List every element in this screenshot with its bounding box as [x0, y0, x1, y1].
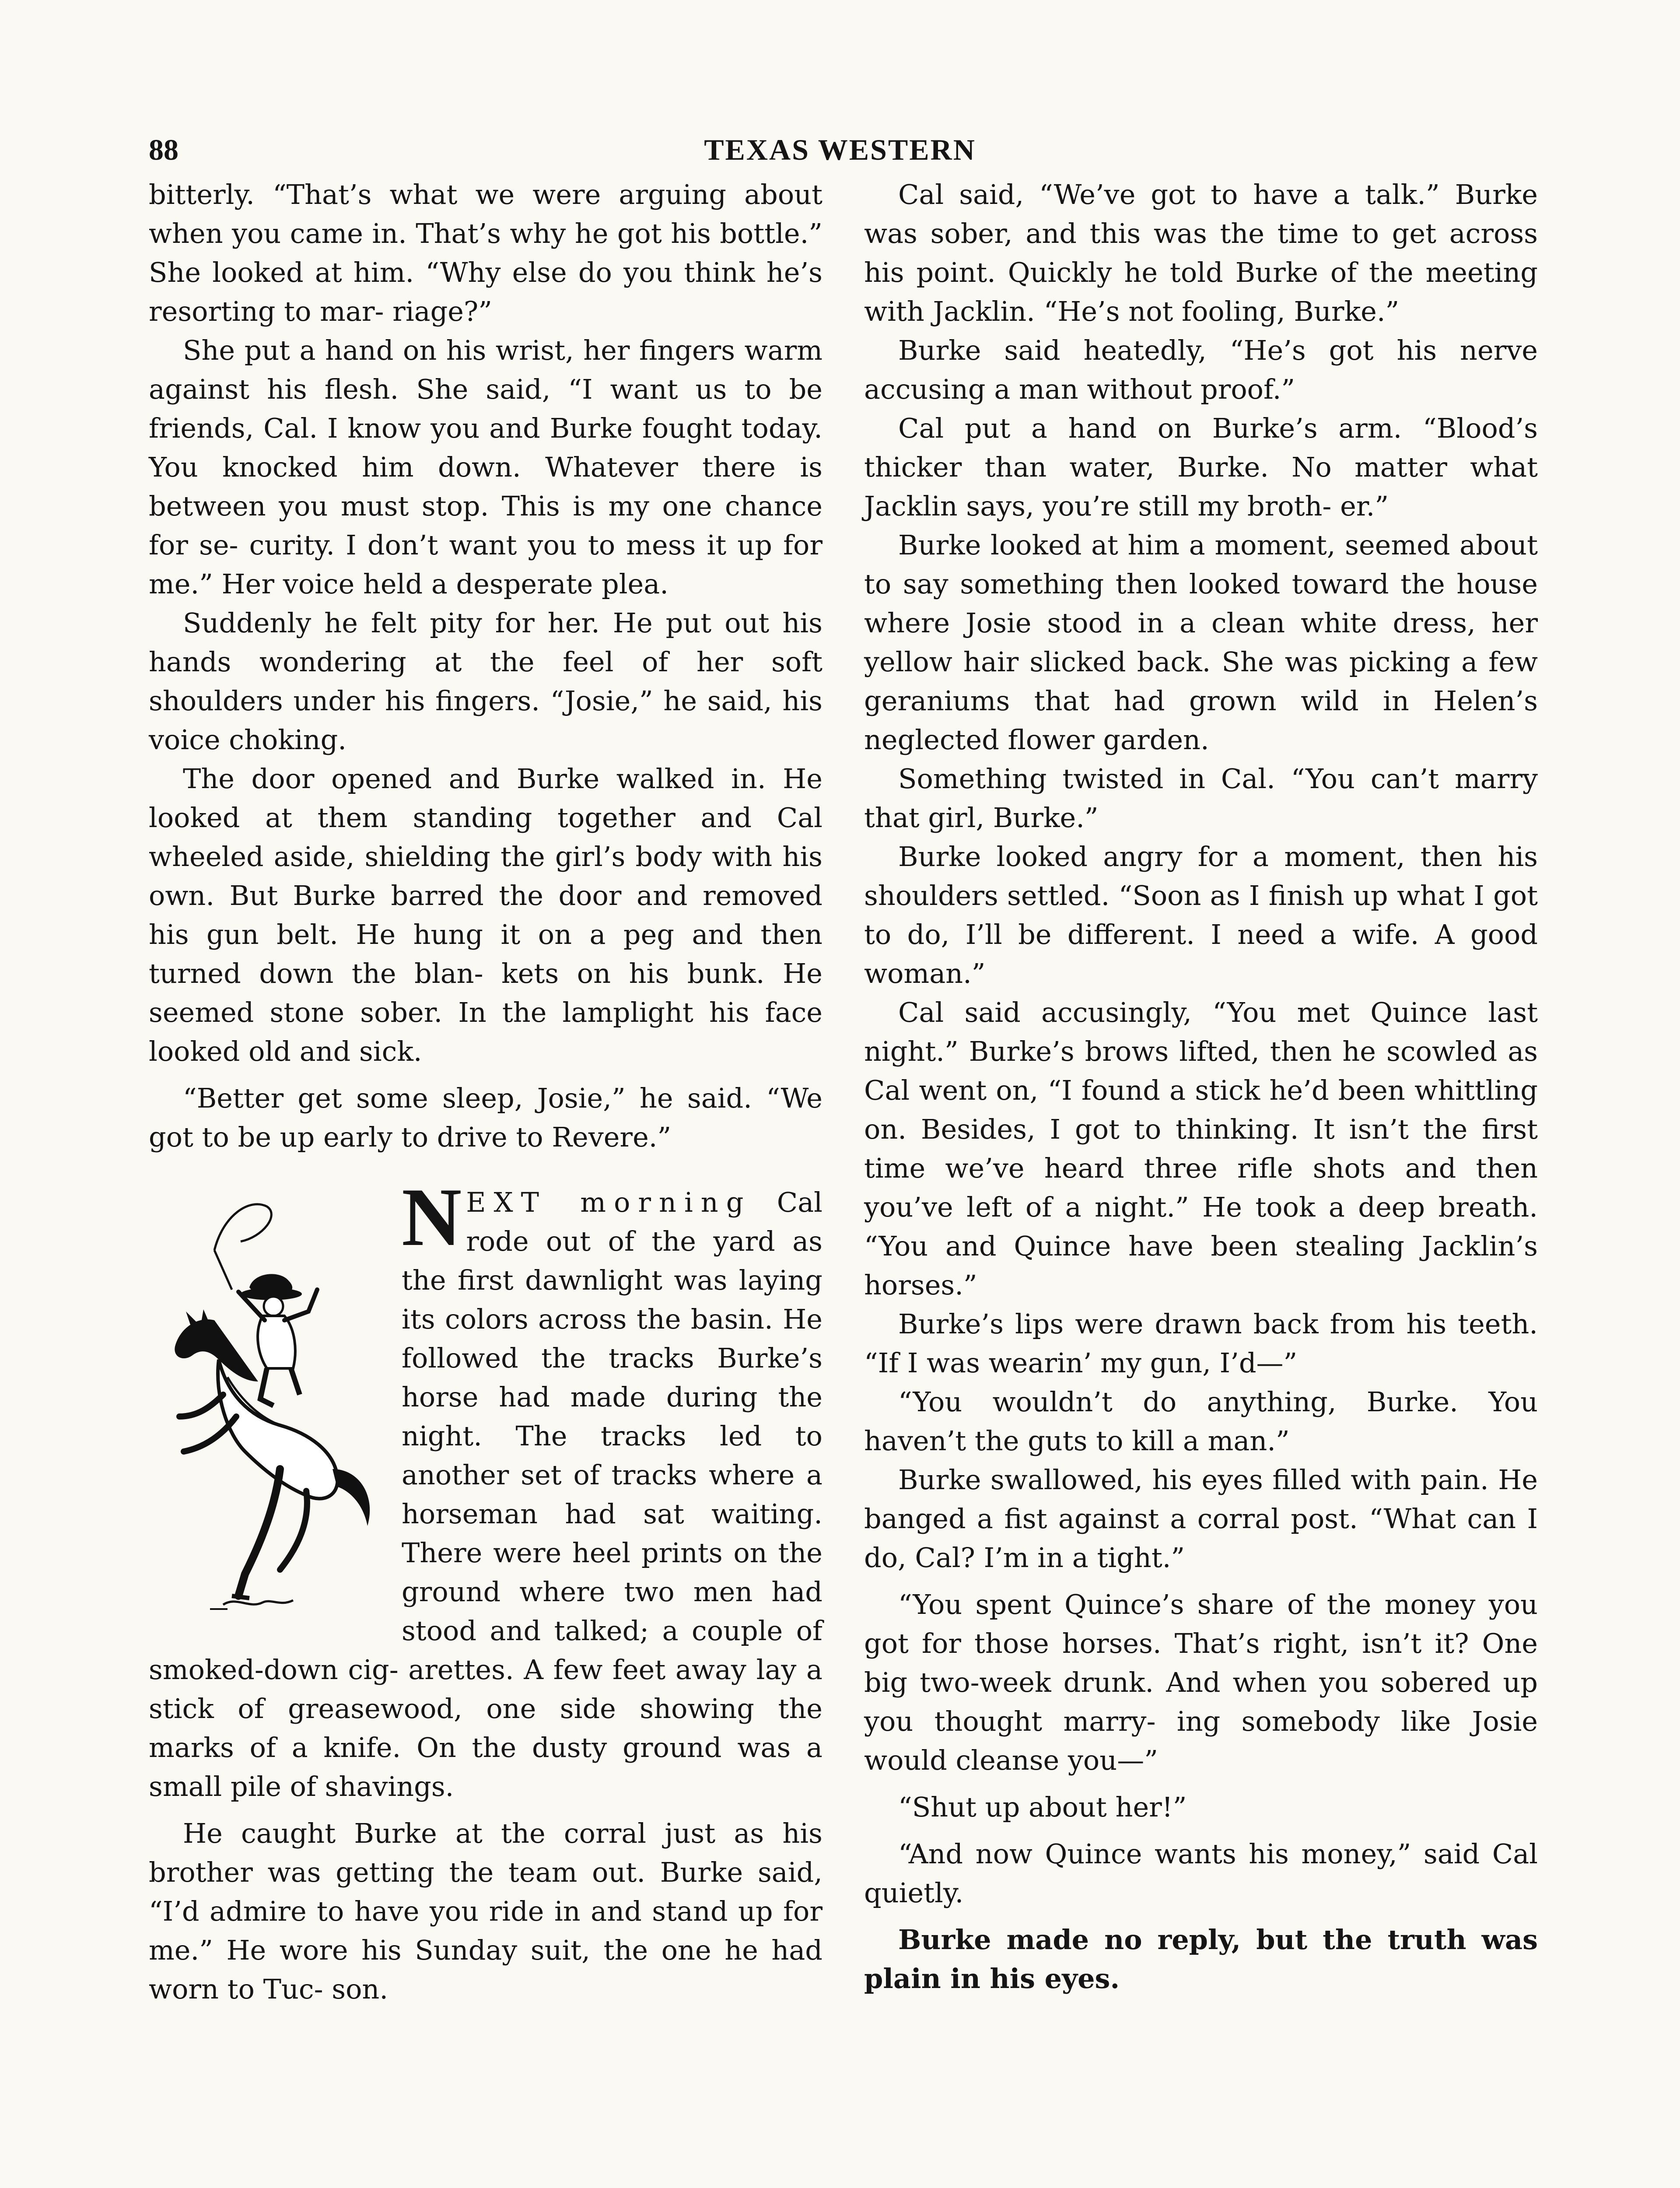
paragraph: Burke made no reply, but the truth was plain in his eyes.: [864, 1924, 1538, 1995]
paragraph: Something twisted in Cal. “You can’t marry that girl, Burke.”: [864, 763, 1538, 834]
right-column: [864, 175, 1538, 1998]
paragraph: Burke said heatedly, “He’s got his nerve accusing a man without proof.”: [864, 334, 1538, 405]
paragraph: Cal said accusingly, “You met Quince last night.” Burke’s brows lifted, then he scowled as Cal went on, “I found a stick he’d been whittling on. Besides, I got to thinking. It isn’t the first time we’ve heard three rifle shots and then you’ve left of a night.” He took a deep breath. “You and Quince have been stealing Jacklin’s horses.”: [864, 996, 1538, 1301]
paragraph: She put a hand on his wrist, her fingers warm against his flesh. She said, “I want us to be friends, Cal. I know you and Burke fought today. You knocked him down. Whatever there is between you must stop. This is my one chance for se- curity. I don’t want you to mess it up for me.” Her voice held a desperate plea.: [149, 334, 822, 600]
paragraph: bitterly. “That’s what we were arguing about when you came in. That’s why he got his bottle.” She looked at him. “Why else do you think he’s resorting to mar- riage?”: [149, 179, 822, 327]
running-title: TEXAS WESTERN: [704, 133, 976, 166]
paragraph: “And now Quince wants his money,” said Cal quietly.: [864, 1838, 1538, 1909]
paragraph-text: Cal rode out of the yard as the first dawnlight was laying its colors across the basin. He followed the tracks Burke’s horse had made during the night. The tracks led to another set of tracks where a horseman had sat waiting. There were heel prints on the ground where two men had stood and talked; a couple of smoked-down cig- arettes. A few feet away lay a stick of greasewood, one side showing the marks of a knife. On the dusty ground was a small pile of shavings.: [149, 1186, 822, 1802]
lead-in-text: EXT morning: [466, 1186, 752, 1218]
paragraph: Burke swallowed, his eyes filled with pain. He banged a fist against a corral post. “What can I do, Cal? I’m in a tight.”: [864, 1464, 1538, 1574]
left-column: [149, 175, 822, 2009]
cowboy-on-bucking-horse-icon: [149, 1189, 385, 1622]
paragraph: “Better get some sleep, Josie,” he said. “We got to be up early to drive to Revere.”: [149, 1082, 822, 1153]
paragraph: Cal put a hand on Burke’s arm. “Blood’s thicker than water, Burke. No matter what Jacklin says, you’re still my broth- er.”: [864, 412, 1538, 522]
drop-cap: N: [402, 1171, 462, 1263]
paragraph: Cal said, “We’ve got to have a talk.” Burke was sober, and this was the time to get across his point. Quickly he told Burke of the meeting with Jacklin. “He’s not fooling, Burke.”: [864, 179, 1538, 327]
paragraph: “Shut up about her!”: [898, 1791, 1187, 1823]
section-opening-paragraph: [149, 1171, 822, 1806]
paragraph: “You wouldn’t do anything, Burke. You haven’t the guts to kill a man.”: [864, 1386, 1538, 1457]
paragraph: The door opened and Burke walked in. He looked at them standing together and Cal wheeled aside, shielding the girl’s body with his own. But Burke barred the door and removed his gun belt. He hung it on a peg and then turned down the blan- kets on his bunk. He seemed stone sober. In the lamplight his face looked old and sick.: [149, 763, 822, 1067]
paragraph: Burke looked angry for a moment, then his shoulders settled. “Soon as I finish up what I got to do, I’ll be different. I need a wife. A good woman.”: [864, 841, 1538, 989]
paragraph: Burke’s lips were drawn back from his teeth. “If I was wearin’ my gun, I’d—”: [864, 1308, 1538, 1379]
paragraph: Burke looked at him a moment, seemed about to say something then looked toward the house where Josie stood in a clean white dress, her yellow hair slicked back. She was picking a few geraniums that had grown wild in Helen’s neglected flower garden.: [864, 529, 1538, 756]
paragraph: “You spent Quince’s share of the money you got for those horses. That’s right, isn’t it? One big two-week drunk. And when you sobered up you thought marry- ing somebody like Josie would cleanse you—”: [864, 1588, 1538, 1776]
paragraph: He caught Burke at the corral just as his brother was getting the team out. Burke said, “I’d admire to have you ride in and stand up for me.” He wore his Sunday suit, the one he had worn to Tuc- son.: [149, 1817, 822, 2005]
page-header: [149, 129, 1531, 177]
paragraph: Suddenly he felt pity for her. He put out his hands wondering at the feel of her soft shoulders under his fingers. “Josie,” he said, his voice choking.: [149, 607, 822, 756]
page-number: 88: [149, 133, 178, 166]
